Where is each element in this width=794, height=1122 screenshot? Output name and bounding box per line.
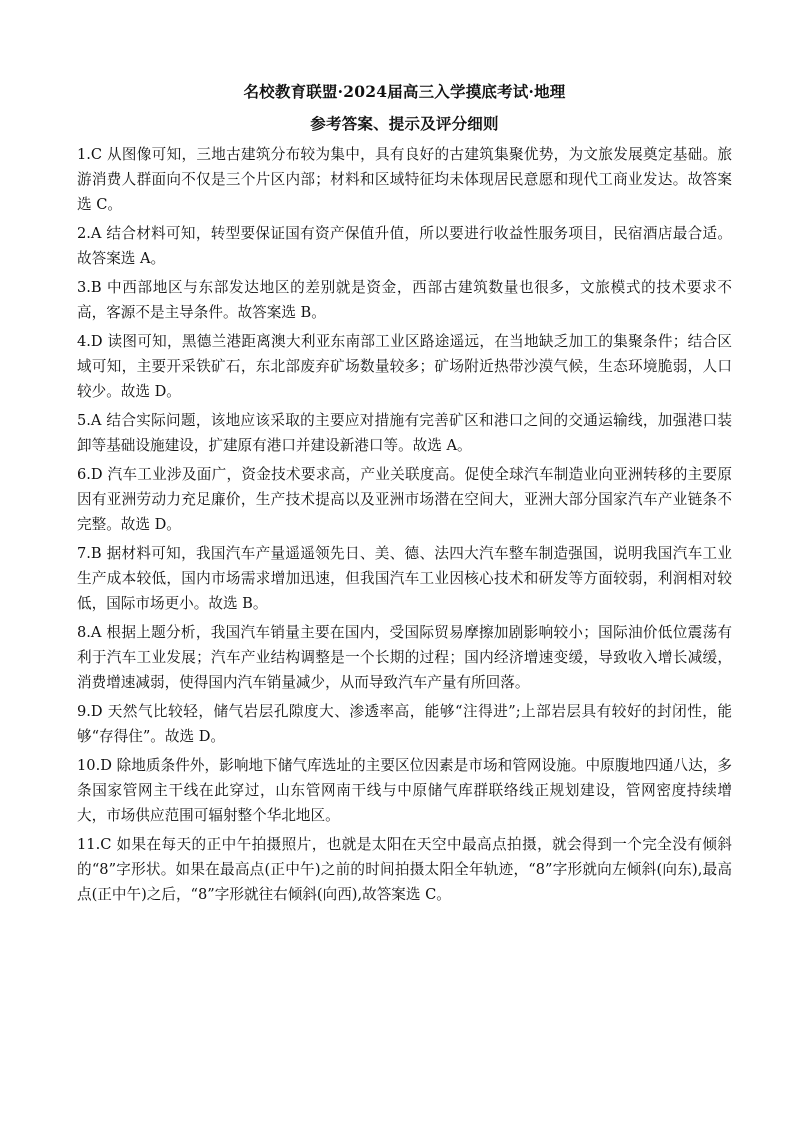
answer-item-9: 9.D 天然气比较轻，储气岩层孔隙度大、渗透率高，能够“注得进”;上部岩层具有较好的封闭性，能够“存得住”。故选 D。 (77, 703, 732, 745)
answer-item-11: 11.C 如果在每天的正中午拍摄照片，也就是太阳在天空中最高点拍摄，就会得到一个完全没有倾斜的“8”字形状。如果在最高点(正中午)之前的时间拍摄太阳全年轨迹，“8”字形就向左倾斜(向东),最高点(正中午)之后，“8”字形就往右倾斜(向西),故答案选 C。 (77, 836, 732, 903)
answer-item-7: 7.B 据材料可知，我国汽车产量遥遥领先日、美、德、法四大汽车整车制造强国，说明我国汽车工业生产成本较低，国内市场需求增加迅速，但我国汽车工业因核心技术和研发等方面较弱，利润相对较低，国际市场更小。故选 B。 (77, 545, 732, 612)
answer-item-4: 4.D 读图可知，黑德兰港距离澳大利亚东南部工业区路途遥远，在当地缺乏加工的集聚条件；结合区域可知，主要开采铁矿石，东北部废弃矿场数量较多；矿场附近热带沙漠气候，生态环境脆弱，人口较少。故选 D。 (77, 333, 732, 400)
answer-list (77, 142, 732, 907)
answer-item-6: 6.D 汽车工业涉及面广，资金技术要求高，产业关联度高。促使全球汽车制造业向亚洲转移的主要原因有亚洲劳动力充足廉价，生产技术提高以及亚洲市场潜在空间大，亚洲大部分国家汽车产业链条不完整。故选 D。 (77, 466, 732, 533)
answer-item-10: 10.D 除地质条件外，影响地下储气库选址的主要区位因素是市场和管网设施。中原腹地四通八达，多条国家管网主干线在此穿过，山东管网南干线与中原储气库群联络线正规划建设，管网密度持续增大，市场供应范围可辐射整个华北地区。 (77, 757, 732, 824)
page-subtitle: 参考答案、提示及评分细则 (310, 114, 499, 133)
answer-item-2: 2.A 结合材料可知，转型要保证国有资产保值升值，所以要进行收益性服务项目，民宿酒店最合适。故答案选 A。 (77, 225, 732, 267)
answer-item-5: 5.A 结合实际问题，该地应该采取的主要应对措施有完善矿区和港口之间的交通运输线，加强港口装卸等基础设施建设，扩建原有港口并建设新港口等。故选 A。 (77, 412, 732, 454)
answer-item-1: 1.C 从图像可知，三地古建筑分布较为集中，具有良好的古建筑集聚优势，为文旅发展奠定基础。旅游消费人群面向不仅是三个片区内部；材料和区域特征均未体现居民意愿和现代工商业发达。故答案选 C。 (77, 146, 732, 213)
page-title: 名校教育联盟·2024届高三入学摸底考试·地理 (243, 82, 566, 101)
answer-item-8: 8.A 根据上题分析，我国汽车销量主要在国内，受国际贸易摩擦加剧影响较小；国际油价低位震荡有利于汽车工业发展；汽车产业结构调整是一个长期的过程；国内经济增速变缓，导致收入增长减缓，消费增速减弱，使得国内汽车销量减少，从而导致汽车产量有所回落。 (77, 624, 732, 691)
answer-item-3: 3.B 中西部地区与东部发达地区的差别就是资金，西部古建筑数量也很多，文旅模式的技术要求不高，客源不是主导条件。故答案选 B。 (77, 279, 732, 321)
